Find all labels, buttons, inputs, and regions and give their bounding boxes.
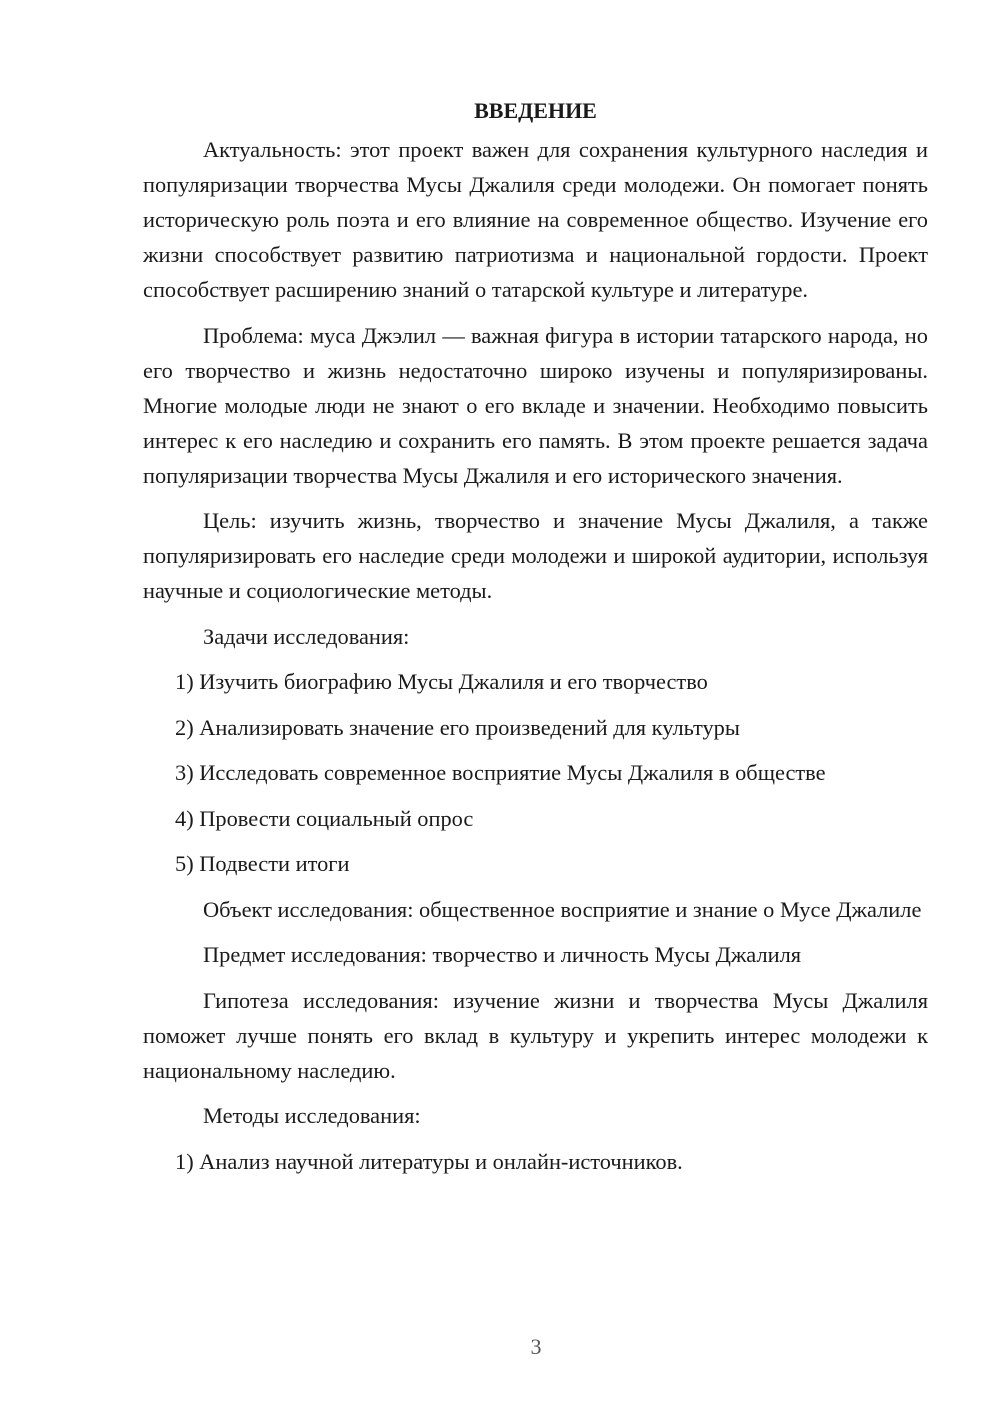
task-item-5: 5) Подвести итоги (175, 851, 350, 876)
document-body (143, 96, 928, 1189)
subject-paragraph: Предмет исследования: творчество и личность Мусы Джалиля (203, 942, 802, 967)
task-item-1: 1) Изучить биографию Мусы Джалиля и его творчество (175, 669, 708, 694)
page-title: ВВЕДЕНИЕ (474, 98, 597, 123)
methods-heading: Методы исследования: (203, 1103, 421, 1128)
method-item-1: 1) Анализ научной литературы и онлайн-источников. (175, 1148, 683, 1174)
task-item-3: 3) Исследовать современное восприятие Мусы Джалиля в обществе (175, 760, 826, 785)
page-number: 3 (530, 1334, 542, 1359)
task-item-2: 2) Анализировать значение его произведений для культуры (175, 714, 740, 740)
task-item-4: 4) Провести социальный опрос (175, 805, 474, 831)
tasks-heading: Задачи исследования: (203, 623, 410, 649)
hypothesis-paragraph: Гипотеза исследования: изучение жизни и творчества Мусы Джалиля поможет лучше понять его вклад в культуру и укрепить интерес молодежи к национальному наследию. (143, 987, 928, 1083)
goal-paragraph: Цель: изучить жизнь, творчество и значение Мусы Джалиля, а также популяризировать его наследие среди молодежи и широкой аудитории, используя научные и социологические методы. (143, 508, 928, 603)
problem-paragraph: Проблема: муса Джэлил — важная фигура в истории татарского народа, но его творчество и жизнь недостаточно широко изучены и популяризированы. Многие молодые люди не знают о его вкладе и значении. Необходимо повысить интерес к его наследию и сохранить его память. В этом проекте решается задача популяризации творчества Мусы Джалиля и его исторического значения. (143, 322, 928, 488)
object-paragraph: Объект исследования: общественное восприятие и знание о Мусе Джалиле (203, 896, 922, 922)
relevance-paragraph: Актуальность: этот проект важен для сохранения культурного наследия и популяризации творчества Мусы Джалиля среди молодежи. Он помогает понять историческую роль поэта и его влияние на современное общество. Изучение его жизни способствует развитию патриотизма и национальной гордости. Проект способствует расширению знаний о татарской культуре и литературе. (143, 137, 928, 302)
